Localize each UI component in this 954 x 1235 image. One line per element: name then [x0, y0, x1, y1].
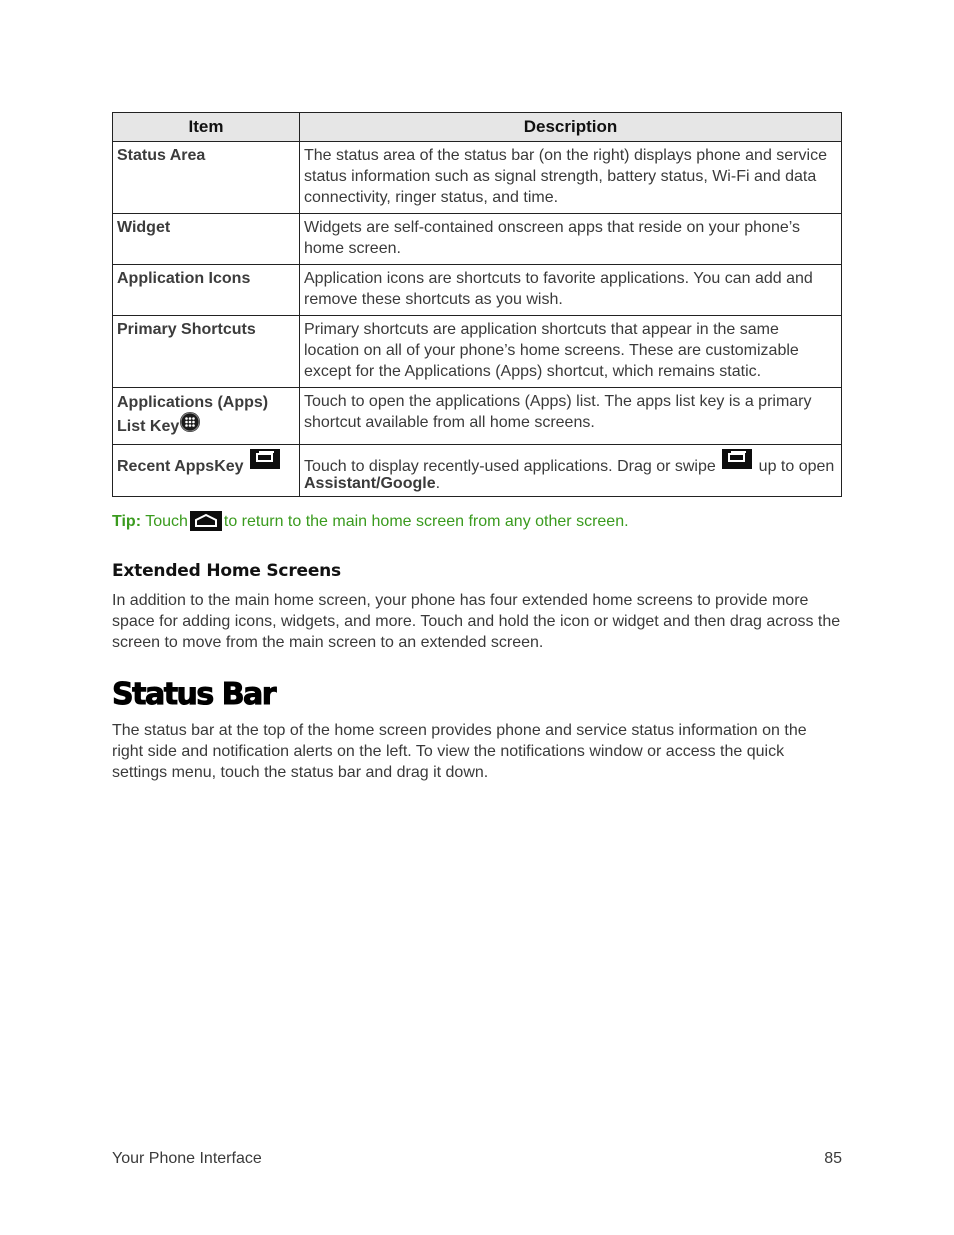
desc-end: . — [435, 475, 441, 492]
table-row — [113, 142, 842, 214]
home-key-icon — [190, 511, 222, 531]
desc-line2 — [304, 475, 440, 492]
row-description: Widgets are self-contained onscreen apps that reside on your phone’s home screen. — [300, 214, 842, 265]
apps-grid-icon — [180, 412, 200, 432]
extended-home-screens-body: In addition to the main home screen, your phone has four extended home screens to provide more space for adding icons, widgets, and more. Touch and hold the icon or widget and then drag across the screen to move from the main screen to an extended screen. — [112, 592, 841, 651]
tip-text-b: to return to the main home screen from any other screen. — [223, 513, 629, 530]
row-item: Status Area — [113, 142, 300, 214]
page-content — [112, 112, 842, 783]
tip-note — [112, 511, 842, 533]
row-description: Touch to open the applications (Apps) list. The apps list key is a primary shortcut available from all home screens. — [300, 388, 842, 445]
row-item: Primary Shortcuts — [113, 316, 300, 388]
tip-label: Tip: — [112, 513, 142, 530]
table-header-row — [113, 113, 842, 142]
row-item-line1: Applications (Apps) — [117, 394, 269, 411]
status-bar-heading: Status Bar — [112, 677, 276, 712]
row-description — [300, 445, 842, 497]
google-label: Google — [380, 475, 436, 492]
table-row — [113, 445, 842, 497]
status-bar-body: The status bar at the top of the home screen provides phone and service status information on the right side and notification alerts on the left. To view the notifications window or access the quick settings menu, touch the status bar and drag it down. — [112, 722, 807, 781]
tip-text-a: Touch — [145, 513, 188, 530]
header-item: Item — [113, 113, 300, 142]
table-row — [113, 265, 842, 316]
row-item-line2: List Key — [117, 418, 180, 435]
row-item: Widget — [113, 214, 300, 265]
home-screen-items-table — [112, 112, 842, 497]
table-row — [113, 316, 842, 388]
page-number: 85 — [824, 1150, 842, 1167]
row-description: Application icons are shortcuts to favorite applications. You can add and remove these shortcuts as you wish. — [300, 265, 842, 316]
row-item — [113, 445, 300, 497]
extended-home-screens-heading: Extended Home Screens — [112, 561, 341, 581]
footer-section-title: Your Phone Interface — [112, 1150, 262, 1167]
recent-apps-icon — [250, 449, 280, 469]
recent-apps-icon — [722, 449, 752, 469]
slash-label: / — [376, 475, 381, 492]
desc-part-a: Touch to display recently-used applications. Drag or swipe — [304, 458, 716, 475]
table-row — [113, 388, 842, 445]
row-item — [113, 388, 300, 445]
desc-part-b: up to open — [758, 458, 835, 475]
header-description: Description — [300, 113, 842, 142]
row-item: Application Icons — [113, 265, 300, 316]
table-row — [113, 214, 842, 265]
row-item-label: Recent AppsKey — [117, 458, 244, 475]
row-description: Primary shortcuts are application shortcuts that appear in the same location on all of your phone’s home screens. These are customizable except for the Applications (Apps) shortcut, which remains static. — [300, 316, 842, 388]
row-description: The status area of the status bar (on the right) displays phone and service status information such as signal strength, battery status, Wi-Fi and data connectivity, ringer status, and time. — [300, 142, 842, 214]
assistant-label: Assistant — [304, 475, 377, 492]
page-footer — [112, 1150, 842, 1168]
